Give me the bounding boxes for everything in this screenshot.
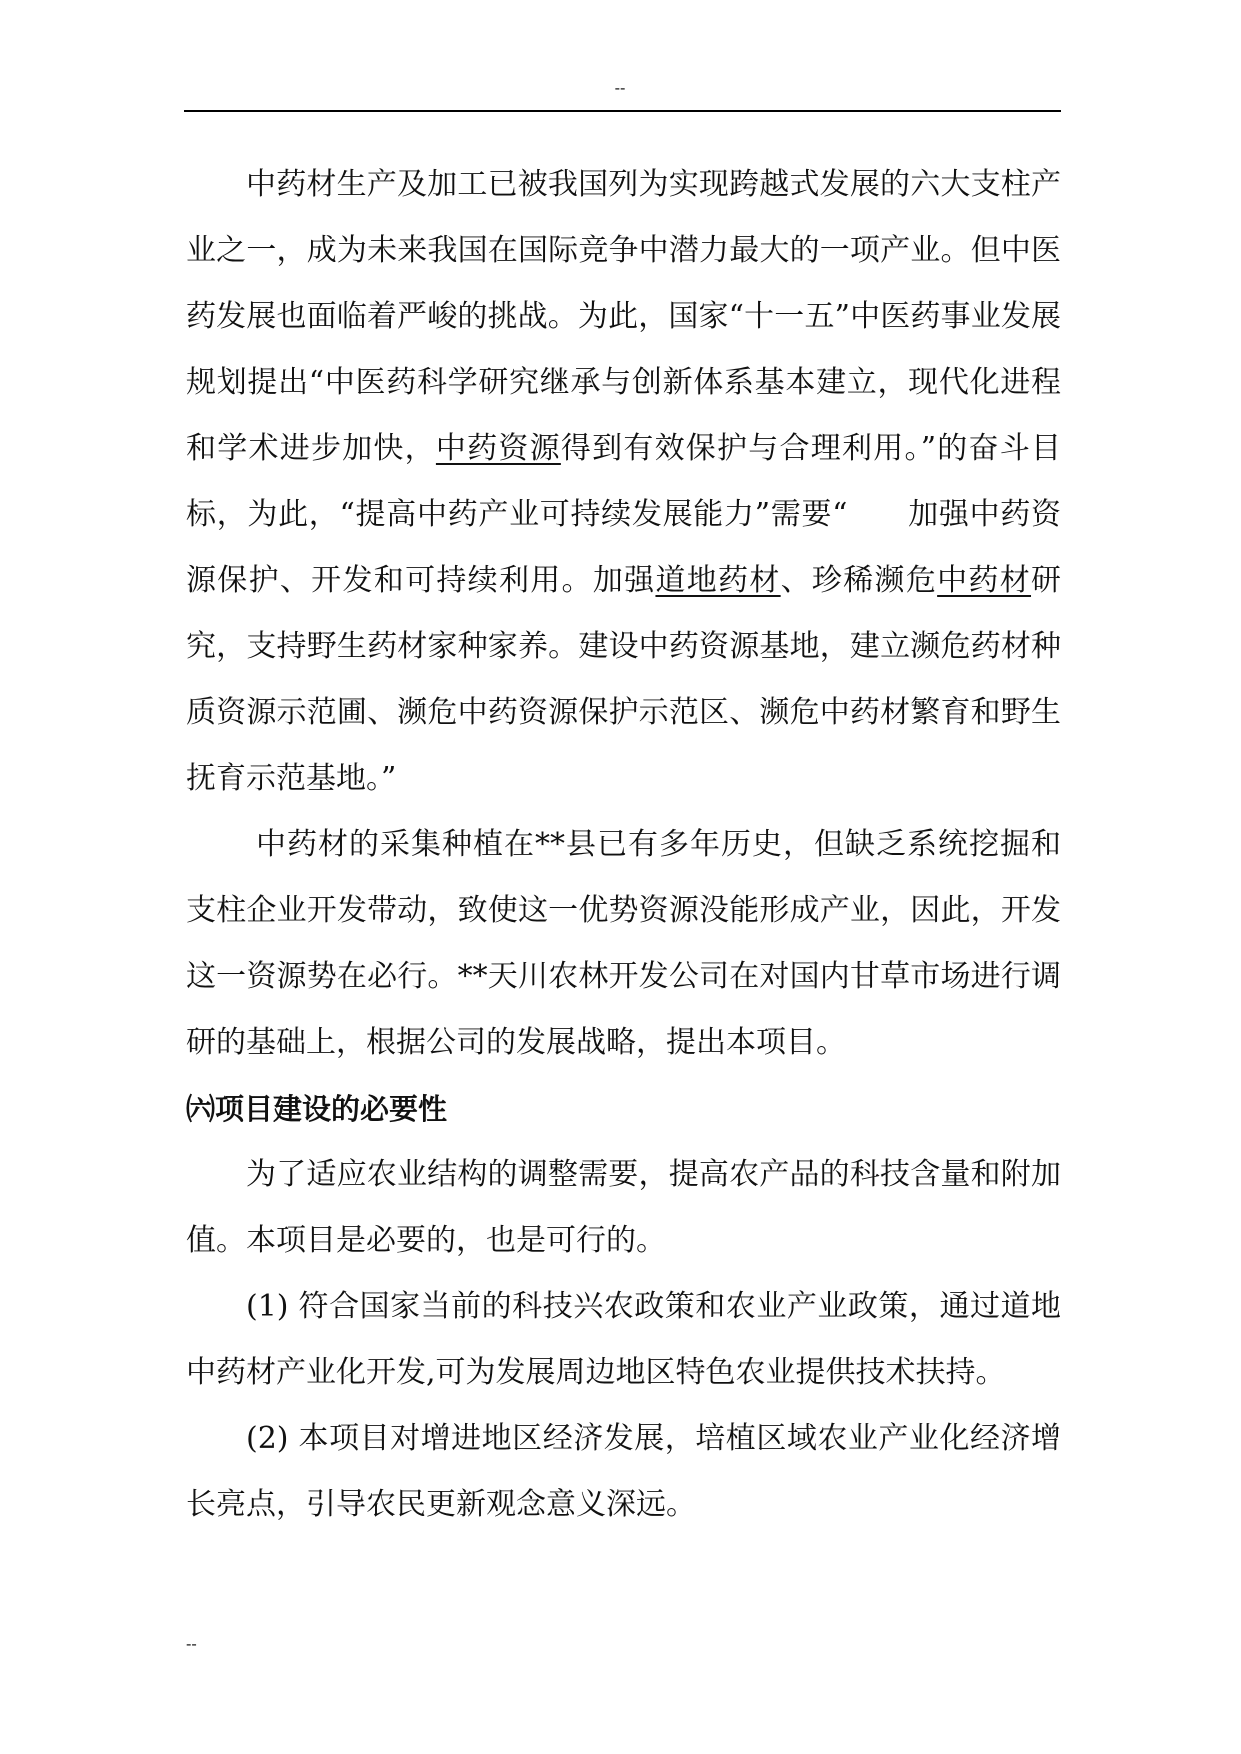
paragraph-3: 为了适应农业结构的调整需要，提高农产品的科技含量和附加值。本项目是必要的，也是可行的。 bbox=[186, 1157, 1061, 1258]
paragraph-2: 中药材的采集种植在**县已有多年历史，但缺乏系统挖掘和支柱企业开发带动，致使这一优势资源没能形成产业，因此，开发这一资源势在必行。**天川农林开发公司在对国内甘草市场进行调研的基础上，根据公司的发展战略，提出本项目。 bbox=[186, 827, 1061, 1060]
link-daodi-yaocai[interactable]: 道地药材 bbox=[655, 563, 781, 598]
paragraph-1-text-b: 得到有效保护与合理利用。”的奋斗目标，为此，“提高中药产业可持续发展能力”需要“ bbox=[186, 431, 1061, 532]
page-header-mark: -- bbox=[614, 78, 626, 97]
paragraph-4: (1) 符合国家当前的科技兴农政策和农业产业政策，通过道地中药材产业化开发,可为发展周边地区特色农业提供技术扶持。 bbox=[186, 1289, 1061, 1390]
paragraph-1 bbox=[186, 152, 1061, 812]
page-footer-mark: -- bbox=[186, 1634, 197, 1653]
link-zhongyao-ziyuan[interactable]: 中药资源 bbox=[435, 431, 561, 466]
document-body bbox=[186, 152, 1061, 1538]
section-title: ㈥项目建设的必要性 bbox=[186, 1092, 448, 1126]
header-rule bbox=[184, 110, 1061, 112]
paragraph-1-text-c: 加强中药资源保护、开发和可持续利用。加强 bbox=[186, 497, 1061, 598]
paragraph-1-text-d: 、珍稀濒危 bbox=[780, 563, 938, 598]
paragraph-1-text-a: 中药材生产及加工已被我国列为实现跨越式发展的六大支柱产业之一，成为未来我国在国际竞争中潜力最大的一项产业。但中医药发展也面临着严峻的挑战。为此，国家“十一五”中医药事业发展规划提出“中医药科学研究继承与创新体系基本建立，现代化进程和学术进步加快， bbox=[186, 167, 1061, 466]
paragraph-5: (2) 本项目对增进地区经济发展，培植区域农业产业化经济增长亮点，引导农民更新观念意义深远。 bbox=[186, 1421, 1061, 1522]
paragraph-1-text-e: 研究，支持野生药材家种家养。建设中药资源基地，建立濒危药材种质资源示范圃、濒危中药资源保护示范区、濒危中药材繁育和野生抚育示范基地。” bbox=[186, 563, 1062, 796]
link-zhongyaocai[interactable]: 中药材 bbox=[937, 563, 1032, 598]
